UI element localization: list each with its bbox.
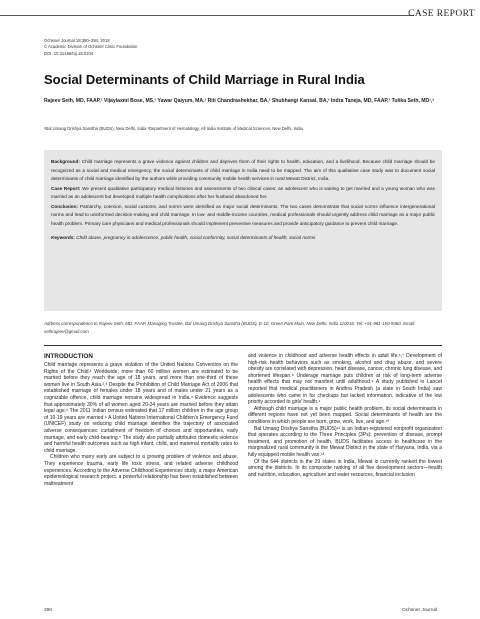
header-rule xyxy=(0,15,414,16)
case-report-text: We present qualitative participatory medical histories and assessments of two clinical cases: an adolescent who is waiting to get married and a young woman who was married as an adolescent but developed multiple health complications after her husband abandoned her. xyxy=(51,185,435,199)
body-paragraph: and violence in childhood and adverse health effects in adult life.⁶,⁷ Development of high-risk health behaviors such as smoking, alcohol and drug abuse, and severe obesity are correlated with depression, heart disease, cancer, chronic lung disease, and shortened lifespan.⁸ Underage marriage puts children at risk of long-term adverse health effects that may not manifest until adulthood.⁹ A study published in Lancet reported that medical practitioners in Andhra Pradesh (a state in South India) saw adolescents who came in for checkups but lacked information, indicative of the low priority accorded to girls' health.⁹ xyxy=(248,353,443,406)
author-list: Rajeev Seth, MD, FAAP,¹ Vijaylaxmi Bose, MS,¹ Yawar Qaiyum, MA,¹ Riti Chandrashekhar, BA,¹ Shubhangi Kansal, BA,¹ Indra Taneja, MD, FAAP,¹ Tulika Seth, MD¹,² xyxy=(44,98,435,104)
article-title: Social Determinants of Child Marriage in Rural India xyxy=(44,72,365,87)
body-paragraph: Child marriage represents a grave violation of the United Nations Convention on the Rights of the Child.¹ Worldwide, more than 60 million women are estimated to be married before they reach the age of 18 years, and more than one-third of these women live in South Asia.²,³ Despite the Prohibition of Child Marriage Act of 2006 that established marriage of females under 18 years and of males under 21 years as a cognizable offence, child marriage remains widespread in India.⁴ Evidence suggests that approximately 30% of all women aged 20-24 years are married before they attain legal age.⁵ The 2011 Indian census estimated that 17 million children in the age group of 10-19 years are married.⁶ A United Nations International Children's Emergency Fund (UNICEF) study on reducing child marriage identifies the trajectory of associated adverse consequences: curtailment of freedom of choices and opportunities, early marriage, and early child-bearing.⁵ The study also partially attributes domestic violence and harmful health outcomes such as high infant, child, and maternal mortality rates to child marriage. xyxy=(44,362,238,454)
abstract-background xyxy=(51,158,435,184)
affiliations: ¹Bal Umang Drishya Sanstha (BUDS), New Delhi, India ²Department of Hematology, All India Institute of Medical Sciences, New Delhi, India xyxy=(44,126,303,131)
right-column xyxy=(248,353,442,478)
body-paragraph: Although child marriage is a major public health problem, its social determinants in different regions have not yet been mapped. Social determinants of health are the conditions in which people are born, grow, work, live, and age.¹⁰ xyxy=(248,405,442,425)
page-number: 390 xyxy=(44,608,53,613)
abstract-box xyxy=(44,150,442,311)
journal-citation: Ochsner Journal 18:390–394, 2018 xyxy=(44,38,110,43)
body-paragraph: Bal Umang Drishya Sanstha (BUDS)¹¹ is an Indian-registered nonprofit organization that operates according to the Three Principles (3Ps): prevention of disease, prompt treatment, and promotion of health. BUDS facilitates access to healthcare in the marginalized rural community in the Mewat District in the state of Haryana, India, via a fully equipped mobile health van.¹² xyxy=(248,425,442,458)
copyright-line: © Academic Division of Ochsner Clinic Foundation xyxy=(44,44,138,49)
case-report-label: Case Report: xyxy=(51,185,81,191)
keywords-text: Child abuse, pregnancy in adolescence, public health, social conformity, social determinants of health, social norms xyxy=(76,235,316,240)
journal-name-footer: Ochsner Journal xyxy=(402,608,438,613)
left-column xyxy=(44,353,238,487)
section-divider xyxy=(44,345,442,346)
correspondence-note: Address correspondence to Rajeev Seth, MD, FAAP, Managing Trustee, Bal Umang Drishya Sanstha (BUDS), E-10, Green Park Main, New Delhi, India 110016. Tel: +91-981-150-9460. Email: sethrajeev@gmail.com xyxy=(44,321,416,334)
conclusion-label: Conclusion: xyxy=(51,203,79,209)
background-text: Child marriage represents a grave violence against children and deprives them of their rights to health, education, and a livelihood. Because child marriage should be recognized as a social and medical emergency, the social determinants of child marriage in India need to be mapped. The aim of this qualitative case study was to document social determinants of child marriage identified by the authors while providing community mobile health services in rural Mewat District, India. xyxy=(51,159,435,181)
introduction-heading: INTRODUCTION xyxy=(44,353,93,360)
section-label: CASE REPORT xyxy=(408,9,475,19)
abstract-keywords xyxy=(51,234,435,243)
background-label: Background: xyxy=(51,159,80,164)
conclusion-text: Patriarchy, coercion, social customs, and norms were identified as major social determinants. The two cases demonstrate that social norms influence intergenerational norms and lead to uninformed decision-making and child marriage. In low- and middle-income countries, medical professionals should urgently address child marriage as a major public health problem. Primary care physicians and medical professionals should implement preventive measures and provide anticipatory guidance to prevent child marriage. xyxy=(51,203,435,226)
body-paragraph: Children who marry early are subject to a growing problem of violence and abuse. They experience trauma, early life toxic stress, and related adverse childhood experiences. According to the Adverse Childhood Experiences study, a major American epidemiological research project, a powerful relationship has been established between maltreatment xyxy=(44,454,238,487)
abstract-case-report xyxy=(51,185,435,202)
doi-line: DOI: 10.31486/toj.18.0104 xyxy=(44,51,94,56)
keywords-label: Keywords: xyxy=(51,235,75,240)
abstract-conclusion xyxy=(51,203,435,229)
body-paragraph: Of the 644 districts in the 29 states in India, Mewat is currently ranked the lowest among the districts. In its composite ranking of all five development sectors—health and nutrition, education, agriculture and water resources, financial inclusion xyxy=(248,458,442,478)
